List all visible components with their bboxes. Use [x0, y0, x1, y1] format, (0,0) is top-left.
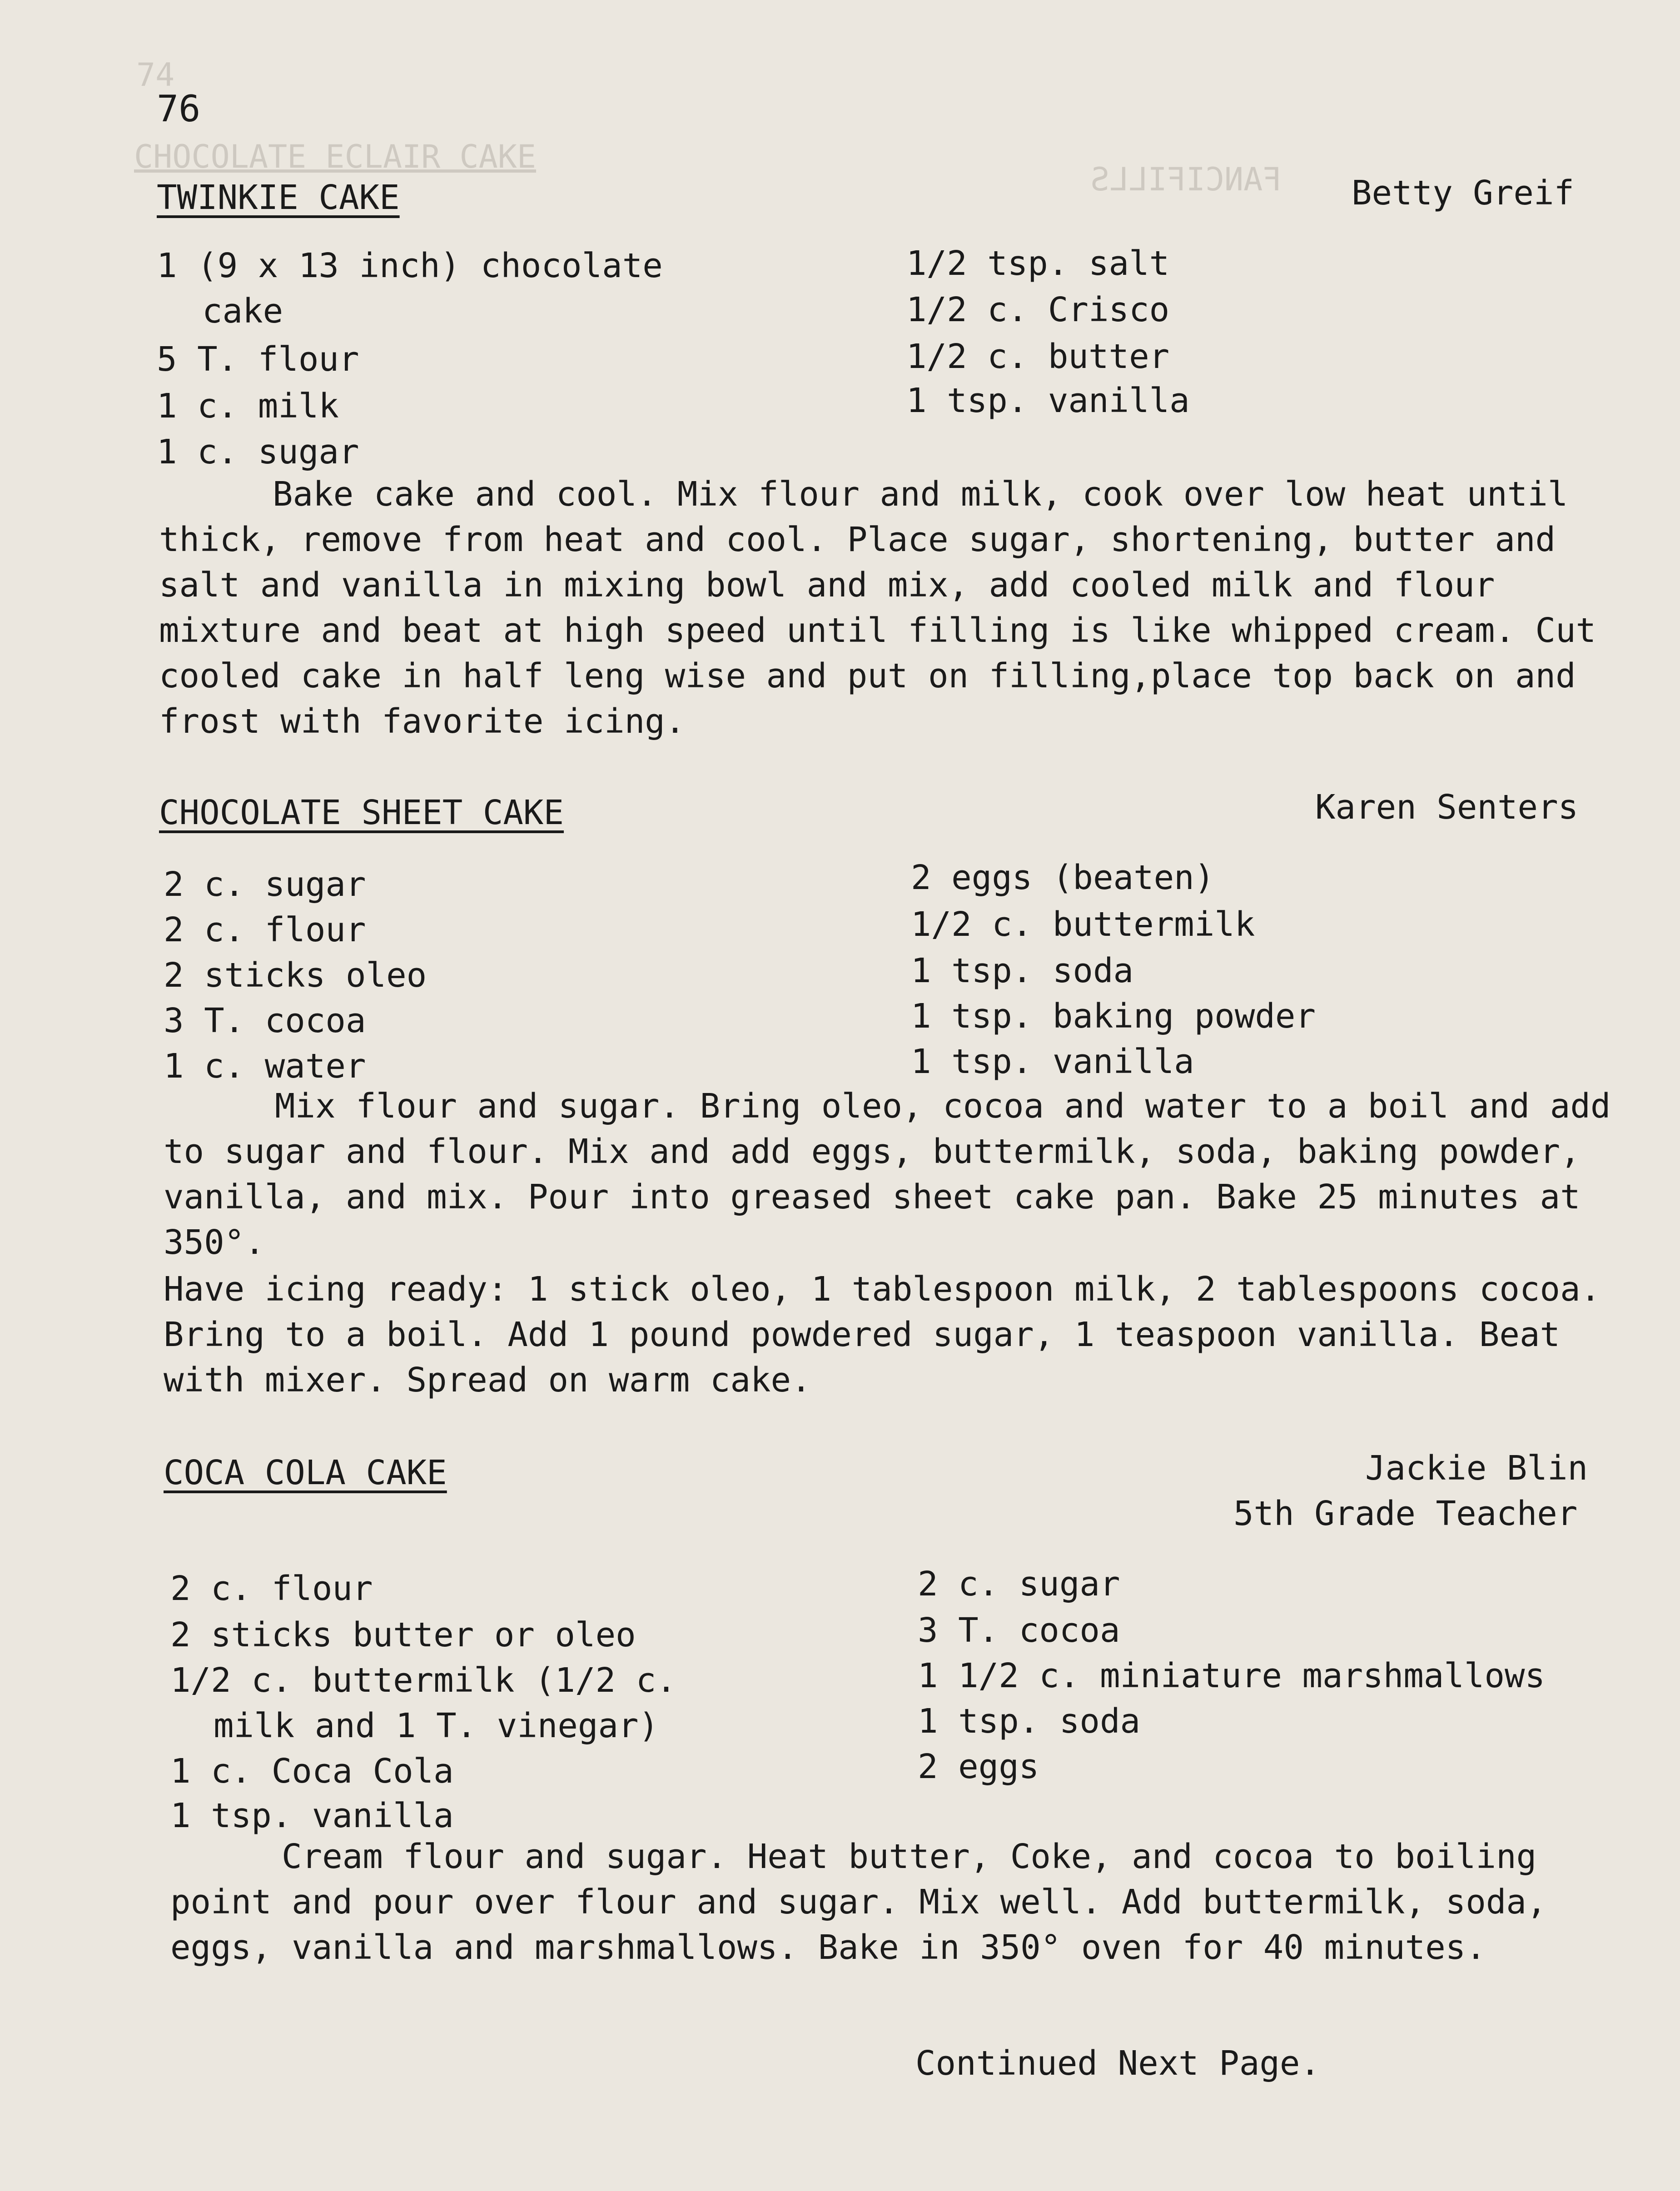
ingredient: 1 tsp. vanilla	[170, 1796, 454, 1835]
ingredient: 1/2 c. Crisco	[906, 290, 1170, 329]
bleed-page-number: 74	[136, 56, 175, 94]
recipe-directions: Cream flour and sugar. Heat butter, Coke, and cocoa to boiling point and pour over flour and sugar. Mix well. Add buttermilk, soda, eggs, vanilla and marshmallows. Bake in 350° oven for 40 minutes.	[170, 1837, 1547, 1967]
ingredient: 1/2 c. butter	[906, 337, 1170, 376]
ingredient: 2 eggs (beaten)	[911, 858, 1215, 897]
ingredient: 1 tsp. soda	[911, 951, 1134, 990]
ingredient: 2 sticks oleo	[164, 956, 427, 995]
ingredient: 1 c. milk	[157, 387, 339, 426]
ingredient: 2 c. flour	[170, 1569, 373, 1608]
ingredient: 1 tsp. baking powder	[911, 997, 1316, 1036]
ingredient: 1 tsp. vanilla	[906, 381, 1190, 420]
ingredient: 2 c. sugar	[164, 865, 366, 904]
ingredient: 1/2 c. buttermilk	[911, 905, 1255, 944]
recipe-directions: Mix flour and sugar. Bring oleo, cocoa and water to a boil and add to sugar and flour. Mix and add eggs, buttermilk, soda, baking powder, vanilla, and mix. Pour into greased sheet cake pan. Bake 25 minutes at 350°.	[164, 1087, 1611, 1262]
recipe-title: TWINKIE CAKE	[157, 178, 400, 217]
recipe-directions: Bake cake and cool. Mix flour and milk, cook over low heat until thick, remove from heat and cool. Place sugar, shortening, butter and salt and vanilla in mixing bowl and mix, add cooled milk and flour mixture and beat at high speed until filling is like whipped cream. Cut cooled cake in half leng wise and put on filling,place top back on and frost with favorite icing.	[159, 475, 1596, 741]
ingredient: 5 T. flour	[157, 340, 359, 379]
recipe-icing: Have icing ready: 1 stick oleo, 1 tablespoon milk, 2 tablespoons cocoa. Bring to a boil. Add 1 pound powdered sugar, 1 teaspoon vanilla. Beat with mixer. Spread on warm cake.	[164, 1270, 1601, 1400]
ingredient: 1 c. water	[164, 1047, 366, 1086]
ingredient: 3 T. cocoa	[164, 1001, 366, 1040]
ingredient: 1/2 c. buttermilk (1/2 c.	[170, 1661, 676, 1700]
ingredient: 1 (9 x 13 inch) chocolate	[157, 246, 663, 285]
ingredient: 1 1/2 c. miniature marshmallows	[918, 1656, 1546, 1695]
ingredient: 2 sticks butter or oleo	[170, 1615, 636, 1654]
recipe-author: Jackie Blin	[1365, 1449, 1588, 1488]
ingredient: 2 c. flour	[164, 910, 366, 949]
ingredient: 2 eggs	[918, 1747, 1039, 1786]
ingredient: 2 c. sugar	[918, 1565, 1120, 1604]
recipe-title: CHOCOLATE SHEET CAKE	[159, 793, 564, 832]
ingredient: milk and 1 T. vinegar)	[214, 1706, 659, 1745]
ingredient: 1 c. Coca Cola	[170, 1752, 454, 1791]
recipe-title: COCA COLA CAKE	[164, 1453, 447, 1492]
recipe-author-note: 5th Grade Teacher	[1233, 1494, 1578, 1533]
ingredient: 1 tsp. soda	[918, 1702, 1141, 1741]
ingredient: 1/2 tsp. salt	[906, 244, 1170, 283]
recipe-author: Karen Senters	[1315, 788, 1579, 827]
ingredient: 3 T. cocoa	[918, 1611, 1120, 1650]
ingredient: 1 c. sugar	[157, 432, 359, 472]
ingredient: cake	[202, 292, 283, 331]
recipe-author: Betty Greif	[1352, 174, 1575, 213]
bleed-mirrored-title: FANCIFILLS	[1090, 161, 1282, 198]
continued-note: Continued Next Page.	[915, 2044, 1321, 2083]
ingredient: 1 tsp. vanilla	[911, 1042, 1194, 1081]
bleed-title: CHOCOLATE ECLAIR CAKE	[134, 138, 537, 175]
page-number: 76	[157, 88, 201, 130]
